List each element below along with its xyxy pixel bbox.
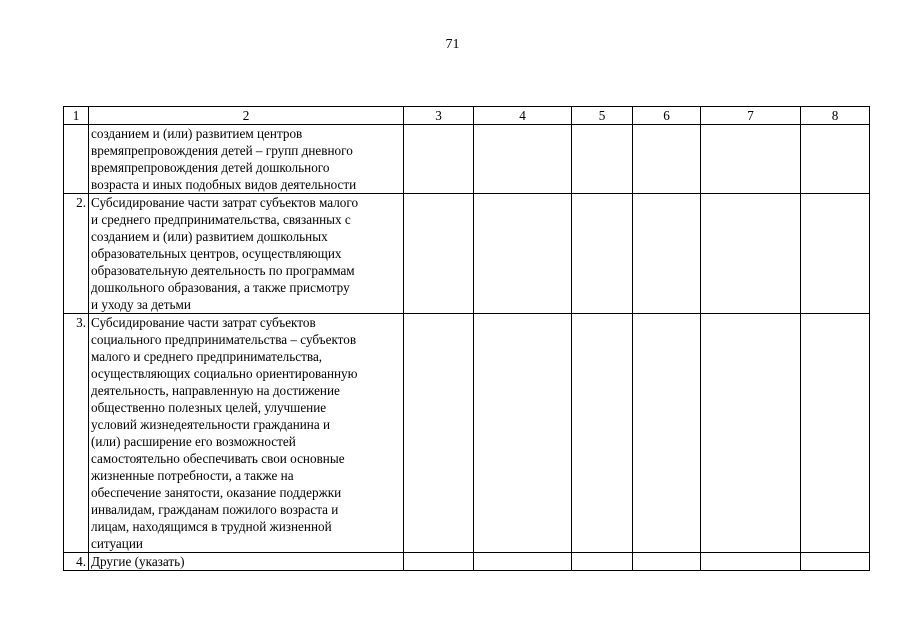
empty-cell-col-6: [633, 125, 701, 194]
description-line: возраста и иных подобных видов деятельности: [91, 177, 357, 192]
empty-cell-col-3: [404, 194, 474, 314]
description-line: времяпрепровождения детей – групп дневного: [91, 143, 353, 158]
column-header-8: 8: [801, 107, 870, 125]
description-line: Другие (указать): [91, 554, 185, 569]
empty-cell-col-3: [404, 125, 474, 194]
empty-cell-col-4: [474, 194, 572, 314]
empty-cell-col-8: [801, 553, 870, 571]
empty-cell-col-5: [572, 125, 633, 194]
column-header-7: 7: [701, 107, 801, 125]
row-description: [89, 314, 404, 553]
column-header-2: 2: [89, 107, 404, 125]
table-row: [64, 553, 870, 571]
description-line: созданием и (или) развитием дошкольных: [91, 229, 328, 244]
description-line: осуществляющих социально ориентированную: [91, 366, 358, 381]
description-line: жизненные потребности, а также на: [91, 468, 294, 483]
description-line: времяпрепровождения детей дошкольного: [91, 160, 330, 175]
page-number: 71: [445, 37, 460, 52]
row-number: 2.: [64, 194, 89, 314]
description-line: (или) расширение его возможностей: [91, 434, 296, 449]
description-line: и уходу за детьми: [91, 297, 191, 312]
table-row: [64, 314, 870, 553]
description-line: созданием и (или) развитием центров: [91, 126, 303, 141]
row-description: [89, 553, 404, 571]
description-line: социального предпринимательства – субъектов: [91, 332, 357, 347]
description-line: деятельность, направленную на достижение: [91, 383, 340, 398]
row-number: 3.: [64, 314, 89, 553]
description-line: ситуации: [91, 536, 143, 551]
empty-cell-col-5: [572, 553, 633, 571]
data-table: [63, 106, 870, 571]
table-row: [64, 194, 870, 314]
empty-cell-col-7: [701, 314, 801, 553]
description-line: и среднего предпринимательства, связанных с: [91, 212, 351, 227]
empty-cell-col-4: [474, 553, 572, 571]
description-line: общественно полезных целей, улучшение: [91, 400, 327, 415]
description-line: лицам, находящимся в трудной жизненной: [91, 519, 332, 534]
row-description: [89, 125, 404, 194]
column-header-3: 3: [404, 107, 474, 125]
description-line: образовательную деятельность по программам: [91, 263, 355, 278]
description-line: Субсидирование части затрат субъектов малого: [91, 195, 359, 210]
description-line: образовательных центров, осуществляющих: [91, 246, 342, 261]
empty-cell-col-7: [701, 553, 801, 571]
description-line: обеспечение занятости, оказание поддержки: [91, 485, 342, 500]
table-row: [64, 125, 870, 194]
row-number: [64, 125, 89, 194]
header-row: [64, 107, 870, 125]
empty-cell-col-7: [701, 125, 801, 194]
empty-cell-col-8: [801, 314, 870, 553]
description-line: дошкольного образования, а также присмотру: [91, 280, 350, 295]
column-header-5: 5: [572, 107, 633, 125]
description-line: условий жизнедеятельности гражданина и: [91, 417, 331, 432]
empty-cell-col-7: [701, 194, 801, 314]
empty-cell-col-5: [572, 314, 633, 553]
description-line: Субсидирование части затрат субъектов: [91, 315, 316, 330]
row-description: [89, 194, 404, 314]
empty-cell-col-6: [633, 553, 701, 571]
column-header-4: 4: [474, 107, 572, 125]
empty-cell-col-4: [474, 314, 572, 553]
row-number: 4.: [64, 553, 89, 571]
empty-cell-col-6: [633, 194, 701, 314]
empty-cell-col-8: [801, 125, 870, 194]
empty-cell-col-3: [404, 314, 474, 553]
description-line: самостоятельно обеспечивать свои основные: [91, 451, 345, 466]
empty-cell-col-4: [474, 125, 572, 194]
empty-cell-col-6: [633, 314, 701, 553]
table-body: [64, 107, 870, 571]
column-header-1: 1: [64, 107, 89, 125]
empty-cell-col-3: [404, 553, 474, 571]
description-line: инвалидам, гражданам пожилого возраста и: [91, 502, 339, 517]
column-header-6: 6: [633, 107, 701, 125]
empty-cell-col-5: [572, 194, 633, 314]
empty-cell-col-8: [801, 194, 870, 314]
description-line: малого и среднего предпринимательства,: [91, 349, 323, 364]
